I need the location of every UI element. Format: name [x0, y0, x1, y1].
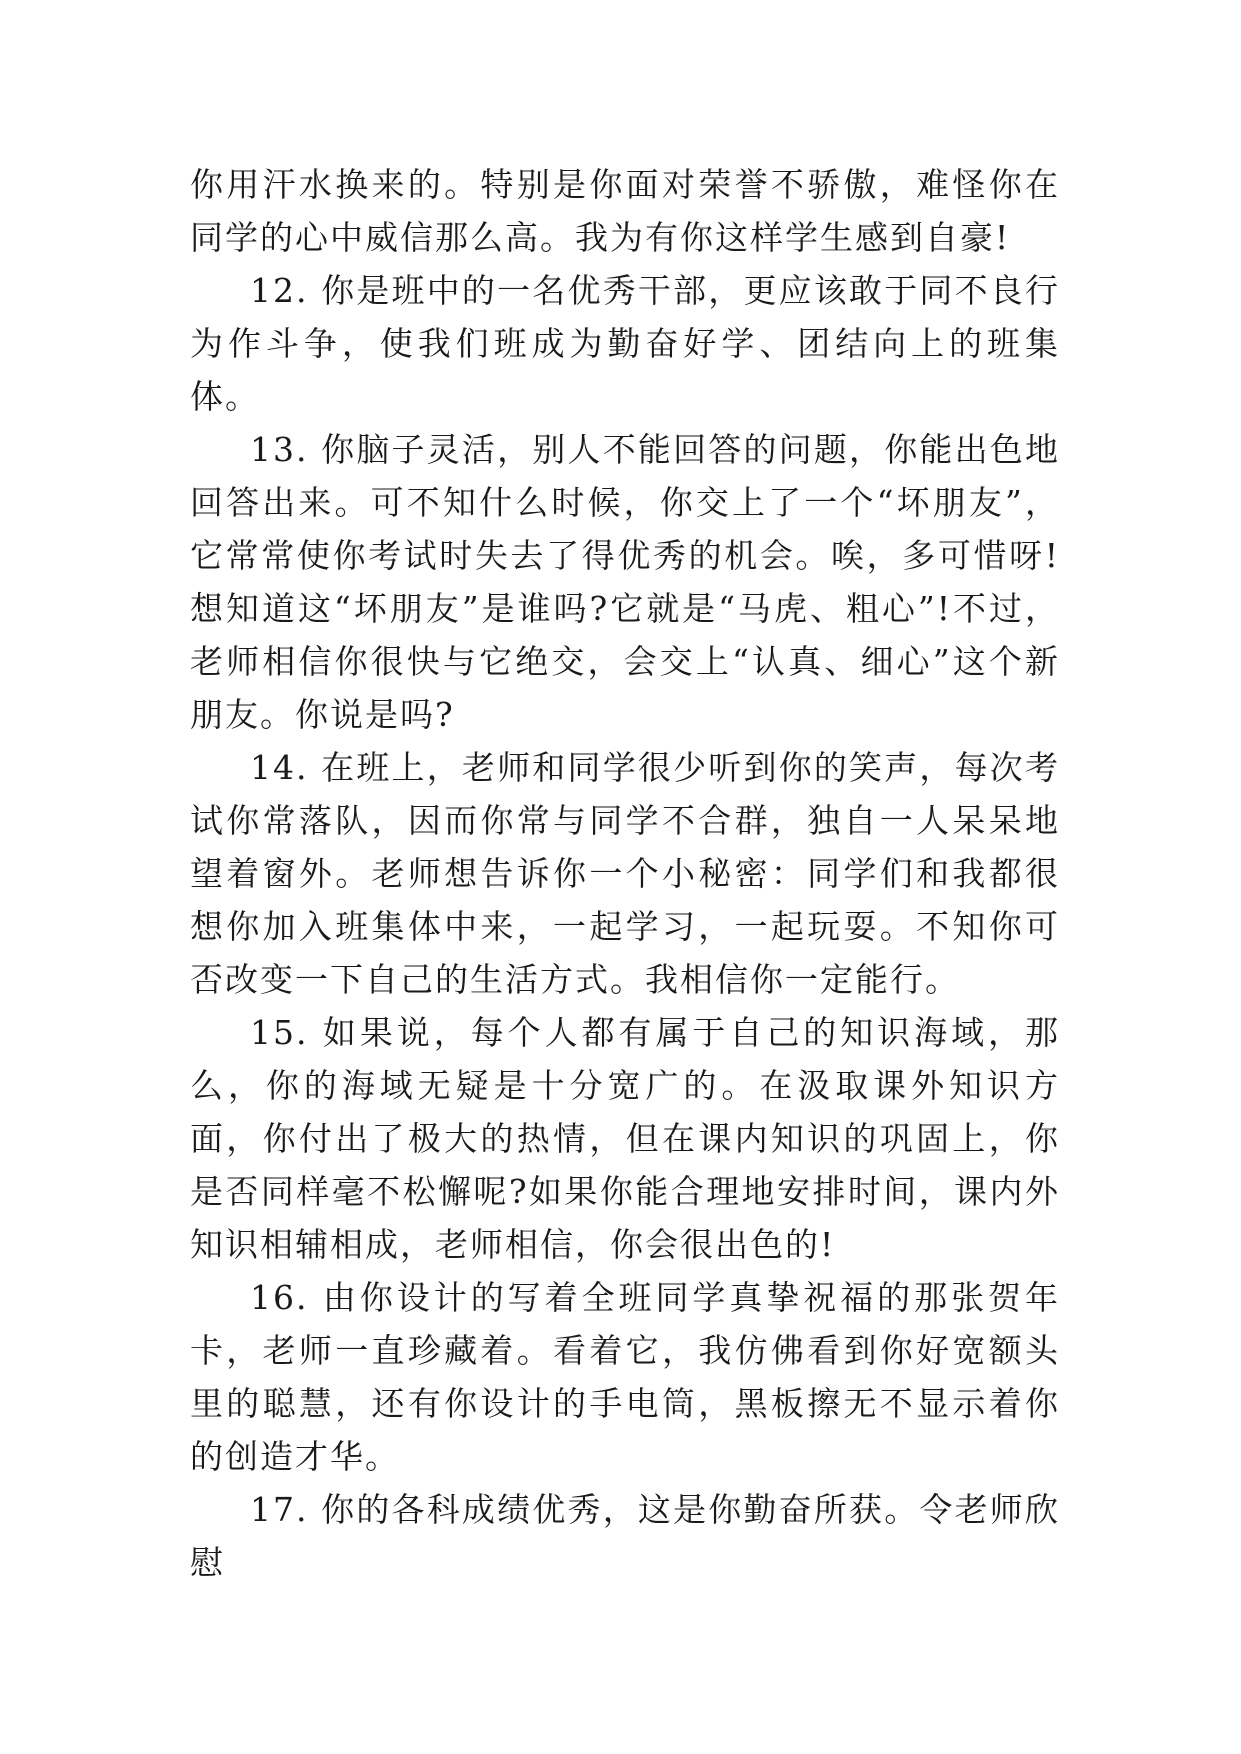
paragraph-continuation: 你用汗水换来的。特别是你面对荣誉不骄傲，难怪你在同学的心中威信那么高。我为有你这样学生感到自豪!	[190, 165, 1060, 257]
paragraph-item-13: 13. 你脑子灵活，别人不能回答的问题，你能出色地回答出来。可不知什么时候，你交上了一个“坏朋友”，它常常使你考试时失去了得优秀的机会。唉，多可惜呀!想知道这“坏朋友”是谁吗?它就是“马虎、粗心”!不过，老师相信你很快与它绝交，会交上“认真、细心”这个新朋友。你说是吗?	[190, 430, 1060, 734]
paragraph-item-12: 12. 你是班中的一名优秀干部，更应该敢于同不良行为作斗争，使我们班成为勤奋好学、团结向上的班集体。	[190, 271, 1060, 416]
paragraph-item-15: 15. 如果说，每个人都有属于自己的知识海域，那么，你的海域无疑是十分宽广的。在汲取课外知识方面，你付出了极大的热情，但在课内知识的巩固上，你是否同样毫不松懈呢?如果你能合理地安排时间，课内外知识相辅相成，老师相信，你会很出色的!	[190, 1013, 1060, 1264]
paragraph-item-17: 17. 你的各科成绩优秀，这是你勤奋所获。令老师欣慰	[190, 1490, 1060, 1582]
document-body	[190, 158, 1060, 1589]
paragraph-item-14: 14. 在班上，老师和同学很少听到你的笑声，每次考试你常落队，因而你常与同学不合群，独自一人呆呆地望着窗外。老师想告诉你一个小秘密：同学们和我都很想你加入班集体中来，一起学习，一起玩耍。不知你可否改变一下自己的生活方式。我相信你一定能行。	[190, 748, 1060, 999]
paragraph-item-16: 16. 由你设计的写着全班同学真挚祝福的那张贺年卡，老师一直珍藏着。看着它，我仿佛看到你好宽额头里的聪慧，还有你设计的手电筒，黑板擦无不显示着你的创造才华。	[190, 1278, 1060, 1476]
